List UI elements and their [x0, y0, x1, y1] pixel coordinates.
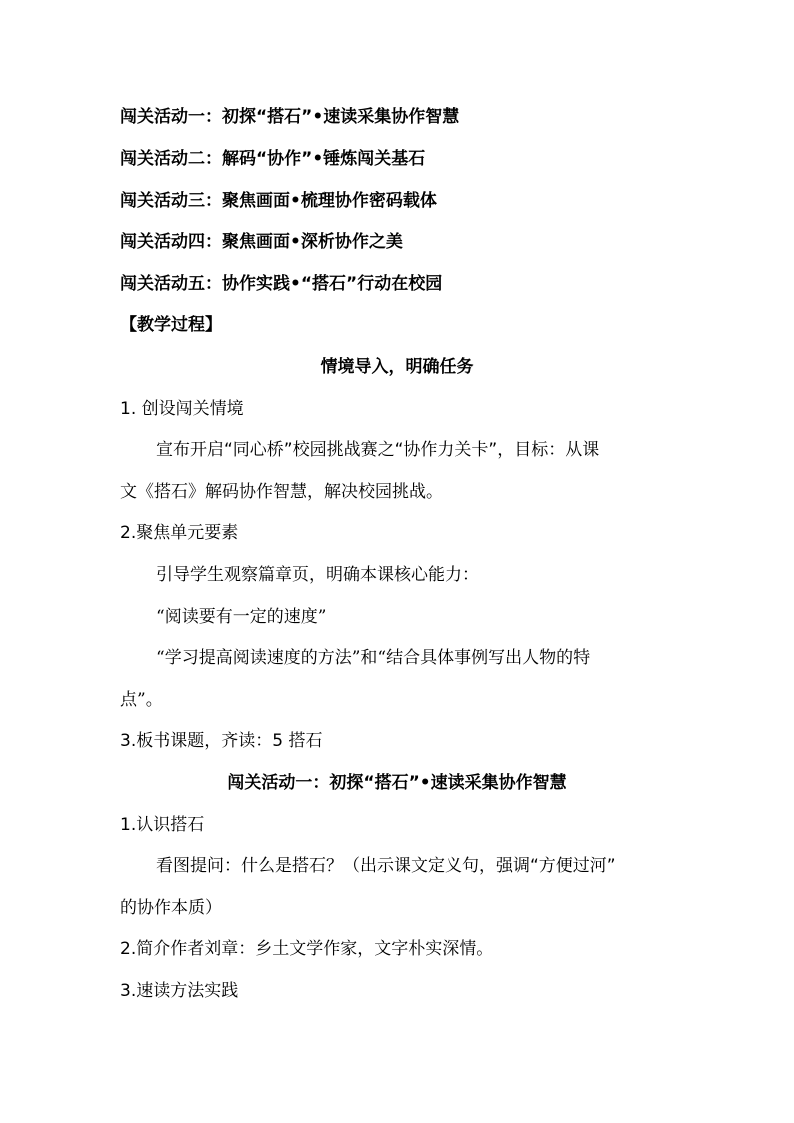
process-heading: 【教学过程】	[120, 315, 222, 335]
section-title-activity-1: 闯关活动一：初探“搭石”•速读采集协作智慧	[227, 773, 567, 793]
activity-3: 闯关活动三：聚焦画面•梳理协作密码载体	[120, 191, 437, 211]
item-title: 3.板书课题，齐读：5 搭石	[120, 731, 323, 751]
quote-line: 点”。	[120, 690, 163, 710]
paragraph-line: 宣布开启“同心桥”校园挑战赛之“协作力关卡”，目标：从课	[156, 440, 600, 460]
item-title: 1. 创设闯关情境	[120, 399, 244, 419]
paragraph-line: 的协作本质）	[120, 898, 222, 918]
item-title: 1.认识搭石	[120, 815, 205, 835]
item-title: 2.聚焦单元要素	[120, 523, 239, 543]
paragraph-line: 引导学生观察篇章页，明确本课核心能力：	[156, 565, 479, 585]
quote-line: “阅读要有一定的速度”	[156, 607, 327, 627]
quote-line: “学习提高阅读速度的方法”和“结合具体事例写出人物的特	[156, 648, 591, 668]
item-title: 3.速读方法实践	[120, 981, 239, 1001]
activity-4: 闯关活动四：聚焦画面•深析协作之美	[120, 232, 403, 252]
activity-5: 闯关活动五：协作实践•“搭石”行动在校园	[120, 274, 443, 294]
activity-1: 闯关活动一：初探“搭石”•速读采集协作智慧	[120, 107, 460, 127]
activity-2: 闯关活动二：解码“协作”•锤炼闯关基石	[120, 149, 426, 169]
section-title-intro: 情境导入，明确任务	[320, 357, 474, 377]
paragraph-line: 看图提问：什么是搭石？（出示课文定义句，强调“方便过河”	[156, 856, 616, 876]
item-title: 2.简介作者刘章：乡土文学作家，文字朴实深情。	[120, 939, 494, 959]
paragraph-line: 文《搭石》解码协作智慧，解决校园挑战。	[120, 482, 443, 502]
